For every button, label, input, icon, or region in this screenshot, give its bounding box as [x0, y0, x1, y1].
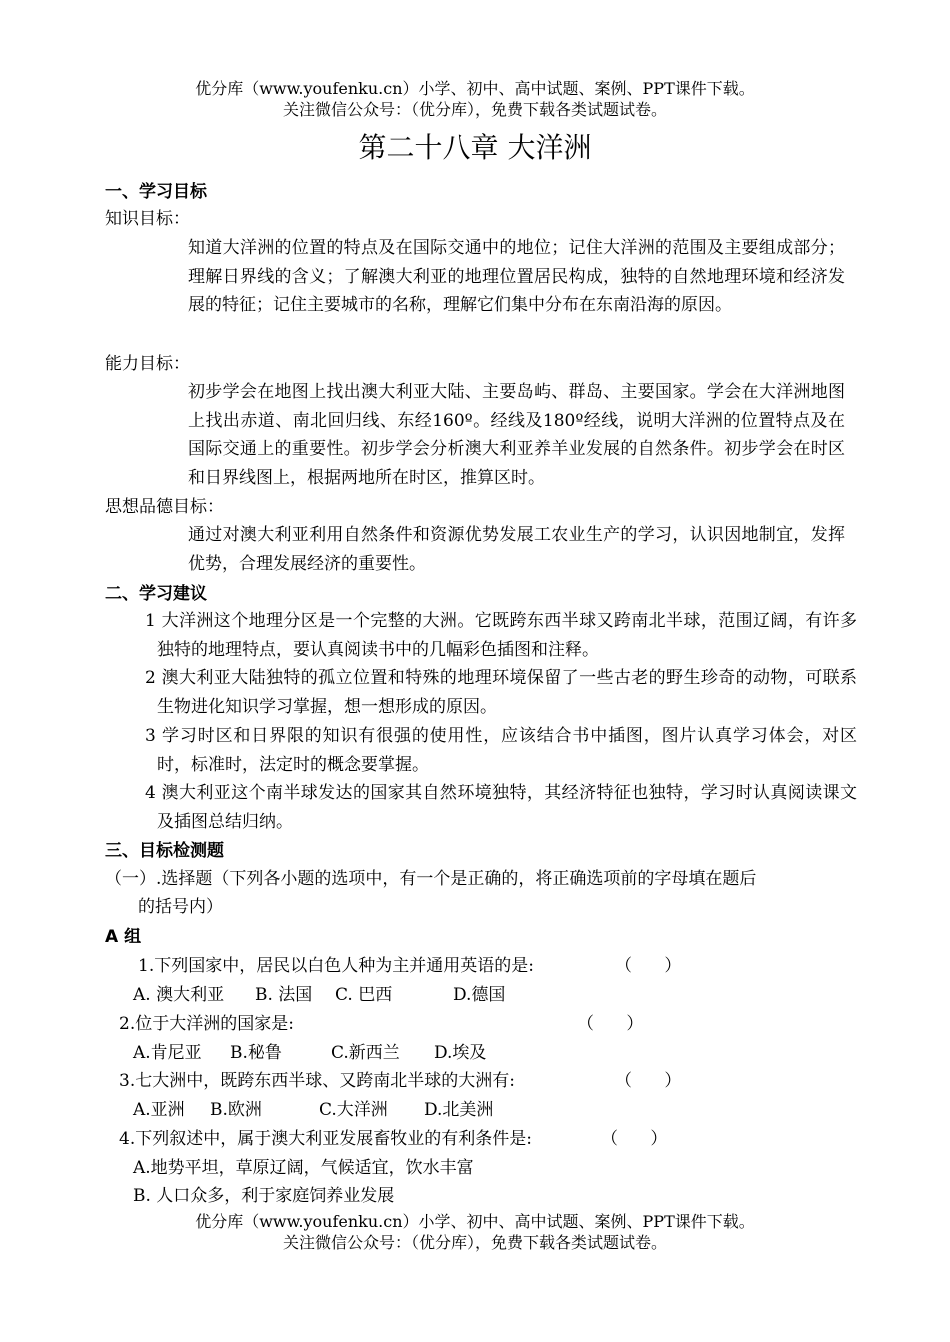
question-2-option-c: C.新西兰	[331, 1043, 400, 1063]
knowledge-goal-text: 知道大洋洲的位置的特点及在国际交通中的地位；记住大洋洲的范围及主要组成部分；理解日界线的含义；了解澳大利亚的地理位置居民构成，独特的自然地理环境和经济发展的特征；记住主要城市的名称，理解它们集中分布在东南沿海的原因。	[188, 238, 845, 315]
suggestion-item-3: 3 学习时区和日界限的知识有很强的使用性，应该结合书中插图，图片认真学习体会，对区时，标准时，法定时的概念要掌握。	[145, 726, 857, 775]
section-heading-tests: 三、目标检测题	[105, 841, 224, 861]
choice-intro-line-2: 的括号内）	[138, 897, 223, 917]
header-line-2: 关注微信公众号：（优分库），免费下载各类试题试卷。	[282, 100, 667, 119]
question-1-answer-blank: （ ）	[615, 956, 682, 976]
question-1-option-c: C. 巴西	[335, 985, 393, 1005]
ability-goal-text: 初步学会在地图上找出澳大利亚大陆、主要岛屿、群岛、主要国家。学会在大洋洲地图上找出赤道、南北回归线、东经160º。经线及180º经线，说明大洋洲的位置特点及在国际交通上的重要性。初步学会分析澳大利亚养羊业发展的自然条件。初步学会在时区和日界线图上，根据两地所在时区，推算区时。	[188, 382, 845, 488]
question-1-text: 1.下列国家中，居民以白色人种为主并通用英语的是:	[138, 956, 534, 976]
group-a-label: A 组	[105, 927, 142, 947]
question-1-option-b: B. 法国	[255, 985, 313, 1005]
question-3-option-a: A.亚洲	[133, 1100, 185, 1120]
question-1-option-d: D.德国	[453, 985, 506, 1005]
section-heading-suggestions: 二、学习建议	[105, 584, 207, 604]
question-3-option-d: D.北美洲	[424, 1100, 494, 1120]
knowledge-goal-label: 知识目标：	[105, 209, 190, 229]
footer-line-2: 关注微信公众号：（优分库），免费下载各类试题试卷。	[282, 1233, 667, 1252]
footer-line-1: 优分库（www.youfenku.cn）小学、初中、高中试题、案例、PPT课件下载。	[195, 1212, 755, 1231]
question-2-text: 2.位于大洋洲的国家是:	[119, 1014, 294, 1034]
question-3-text: 3.七大洲中，既跨东西半球、又跨南北半球的大洲有:	[119, 1071, 515, 1091]
question-3-answer-blank: （ ）	[615, 1071, 682, 1091]
question-3-option-b: B.欧洲	[210, 1100, 262, 1120]
question-4-option-b: B. 人口众多，利于家庭饲养业发展	[133, 1186, 395, 1206]
section-heading-goals: 一、学习目标	[105, 182, 207, 202]
question-3-option-c: C.大洋洲	[319, 1100, 388, 1120]
moral-goal-text: 通过对澳大利亚利用自然条件和资源优势发展工农业生产的学习，认识因地制宜，发挥优势，合理发展经济的重要性。	[188, 525, 845, 574]
question-1-option-a: A. 澳大利亚	[133, 985, 225, 1005]
header-line-1: 优分库（www.youfenku.cn）小学、初中、高中试题、案例、PPT课件下载。	[195, 79, 755, 98]
question-4-option-a: A.地势平坦，草原辽阔，气候适宜，饮水丰富	[133, 1158, 474, 1178]
moral-goal-label: 思想品德目标：	[105, 497, 224, 517]
question-4-text: 4.下列叙述中，属于澳大利亚发展畜牧业的有利条件是:	[119, 1129, 532, 1149]
question-4-answer-blank: （ ）	[601, 1129, 668, 1149]
suggestion-item-1: 1 大洋洲这个地理分区是一个完整的大洲。它既跨东西半球又跨南北半球，范围辽阔，有许多独特的地理特点，要认真阅读书中的几幅彩色插图和注释。	[145, 611, 857, 660]
question-2-option-a: A.肯尼亚	[133, 1043, 202, 1063]
suggestion-item-2: 2 澳大利亚大陆独特的孤立位置和特殊的地理环境保留了一些古老的野生珍奇的动物，可联系生物进化知识学习掌握，想一想形成的原因。	[145, 668, 857, 717]
page-title: 第二十八章 大洋洲	[358, 131, 592, 164]
suggestion-item-4: 4 澳大利亚这个南半球发达的国家其自然环境独特，其经济特征也独特，学习时认真阅读课文及插图总结归纳。	[145, 783, 857, 832]
ability-goal-label: 能力目标：	[105, 354, 190, 374]
choice-intro-line-1: （一）.选择题（下列各小题的选项中，有一个是正确的，将正确选项前的字母填在题后	[105, 869, 757, 889]
question-2-answer-blank: （ ）	[577, 1014, 644, 1034]
question-2-option-b: B.秘鲁	[230, 1043, 282, 1063]
question-2-option-d: D.埃及	[434, 1043, 487, 1063]
